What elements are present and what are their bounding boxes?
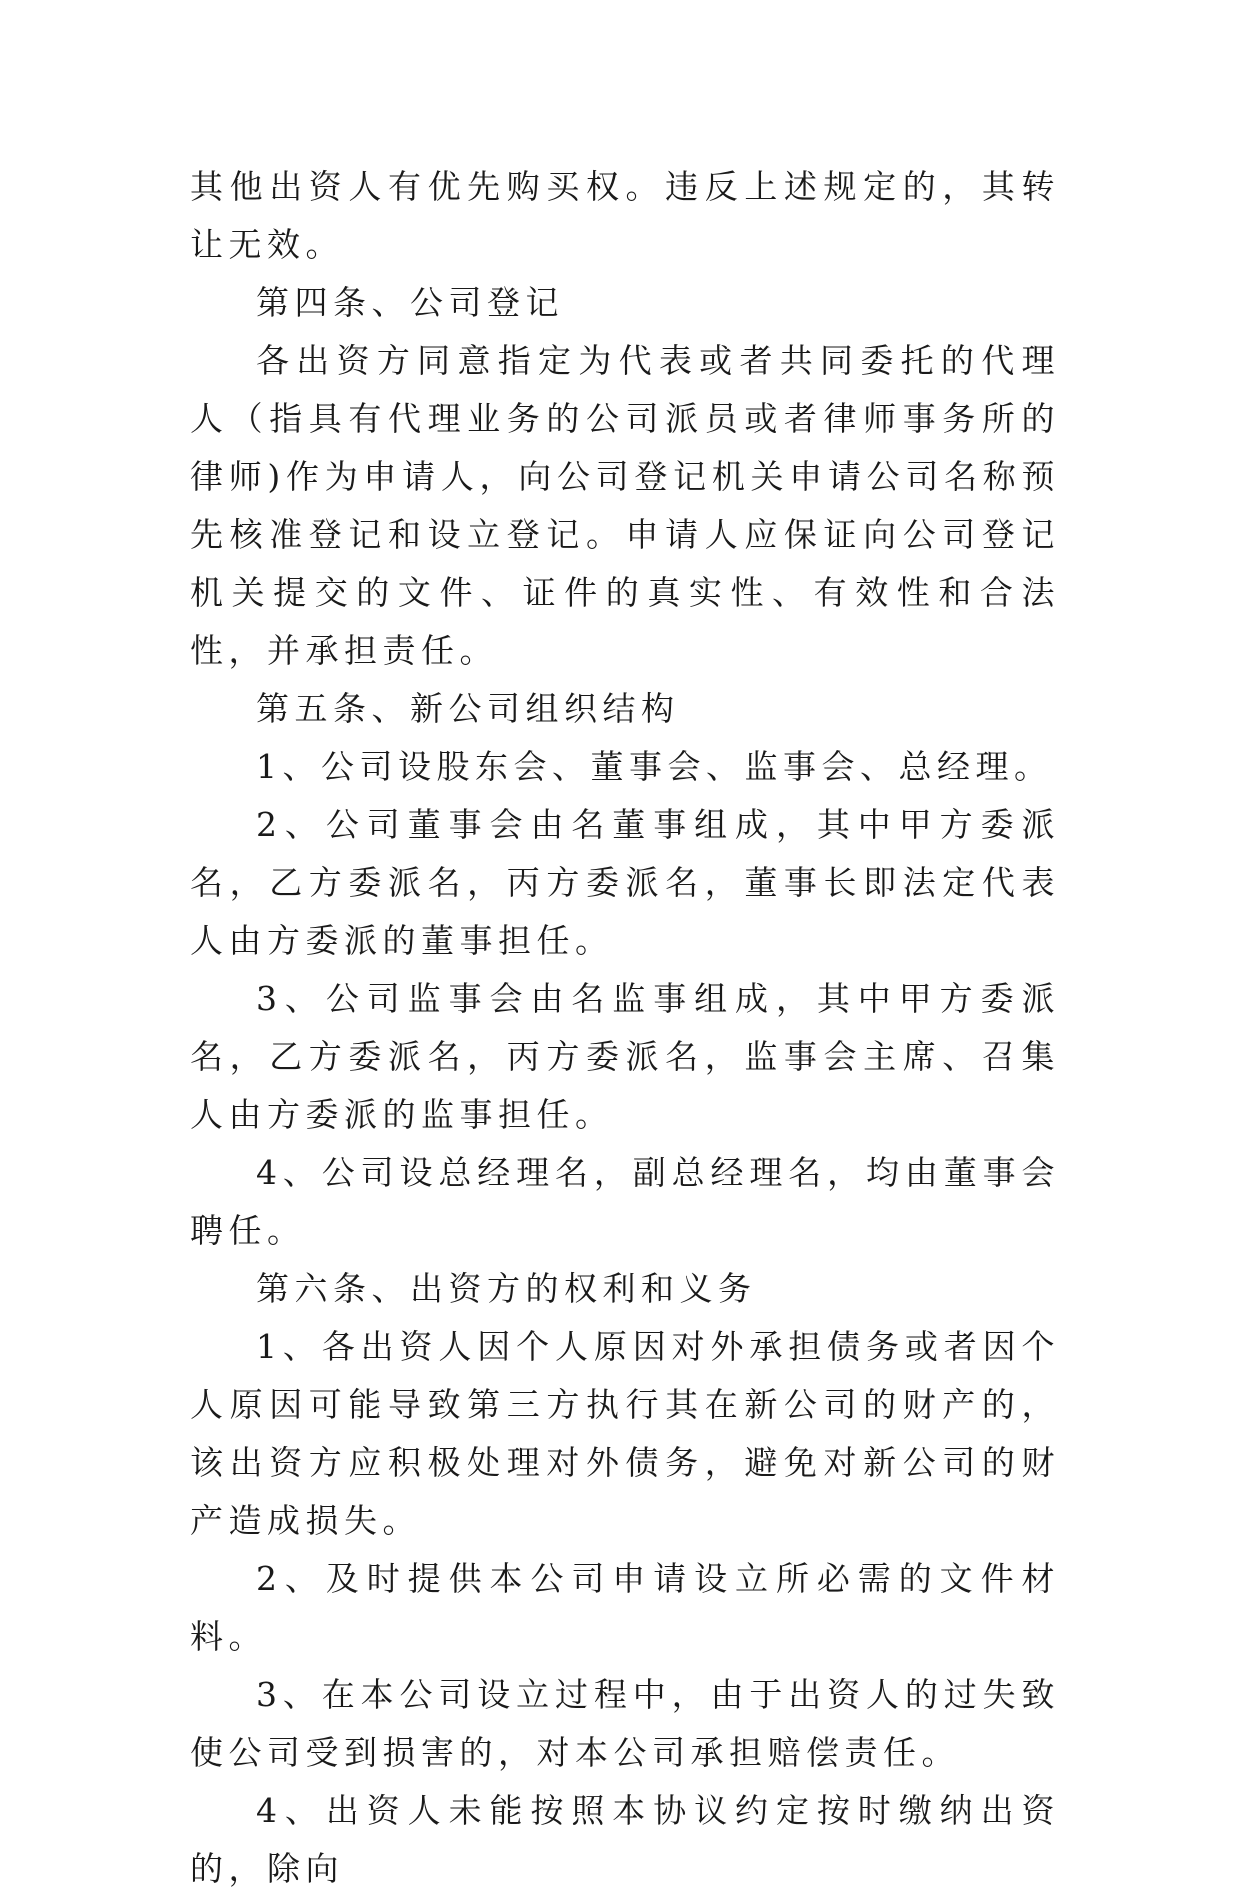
paragraph-item-6-3: 3、在本公司设立过程中，由于出资人的过失致使公司受到损害的，对本公司承担赔偿责任。: [190, 1675, 1060, 1772]
paragraph-item-5-3: 3、公司监事会由名监事组成，其中甲方委派名，乙方委派名，丙方委派名，监事会主席、召集人由方委派的监事担任。: [190, 979, 1060, 1134]
section-heading-6: 第六条、出资方的权利和义务: [256, 1269, 757, 1308]
paragraph-item-5-4: 4、公司设总经理名，副总经理名，均由董事会聘任。: [190, 1153, 1060, 1250]
paragraph-item-5-2: 2、公司董事会由名董事组成，其中甲方委派名，乙方委派名，丙方委派名，董事长即法定代表人由方委派的董事担任。: [190, 805, 1060, 960]
paragraph-registration: 各出资方同意指定为代表或者共同委托的代理人（指具有代理业务的公司派员或者律师事务所的律师)作为申请人，向公司登记机关申请公司名称预先核准登记和设立登记。申请人应保证向公司登记机关提交的文件、证件的真实性、有效性和合法性，并承担责任。: [190, 341, 1060, 670]
section-heading-4: 第四条、公司登记: [256, 283, 564, 322]
paragraph-item-6-1: 1、各出资人因个人原因对外承担债务或者因个人原因可能导致第三方执行其在新公司的财产的，该出资方应积极处理对外债务，避免对新公司的财产造成损失。: [190, 1327, 1060, 1540]
paragraph-continuation: 其他出资人有优先购买权。违反上述规定的，其转让无效。: [190, 167, 1060, 264]
document-body: [190, 158, 1060, 1898]
paragraph-item-6-2: 2、及时提供本公司申请设立所必需的文件材料。: [190, 1559, 1060, 1656]
section-heading-5: 第五条、新公司组织结构: [256, 689, 680, 728]
paragraph-item-5-1: 1、公司设股东会、董事会、监事会、总经理。: [256, 747, 1053, 786]
paragraph-item-6-4: 4、出资人未能按照本协议约定按时缴纳出资的，除向: [190, 1791, 1060, 1888]
